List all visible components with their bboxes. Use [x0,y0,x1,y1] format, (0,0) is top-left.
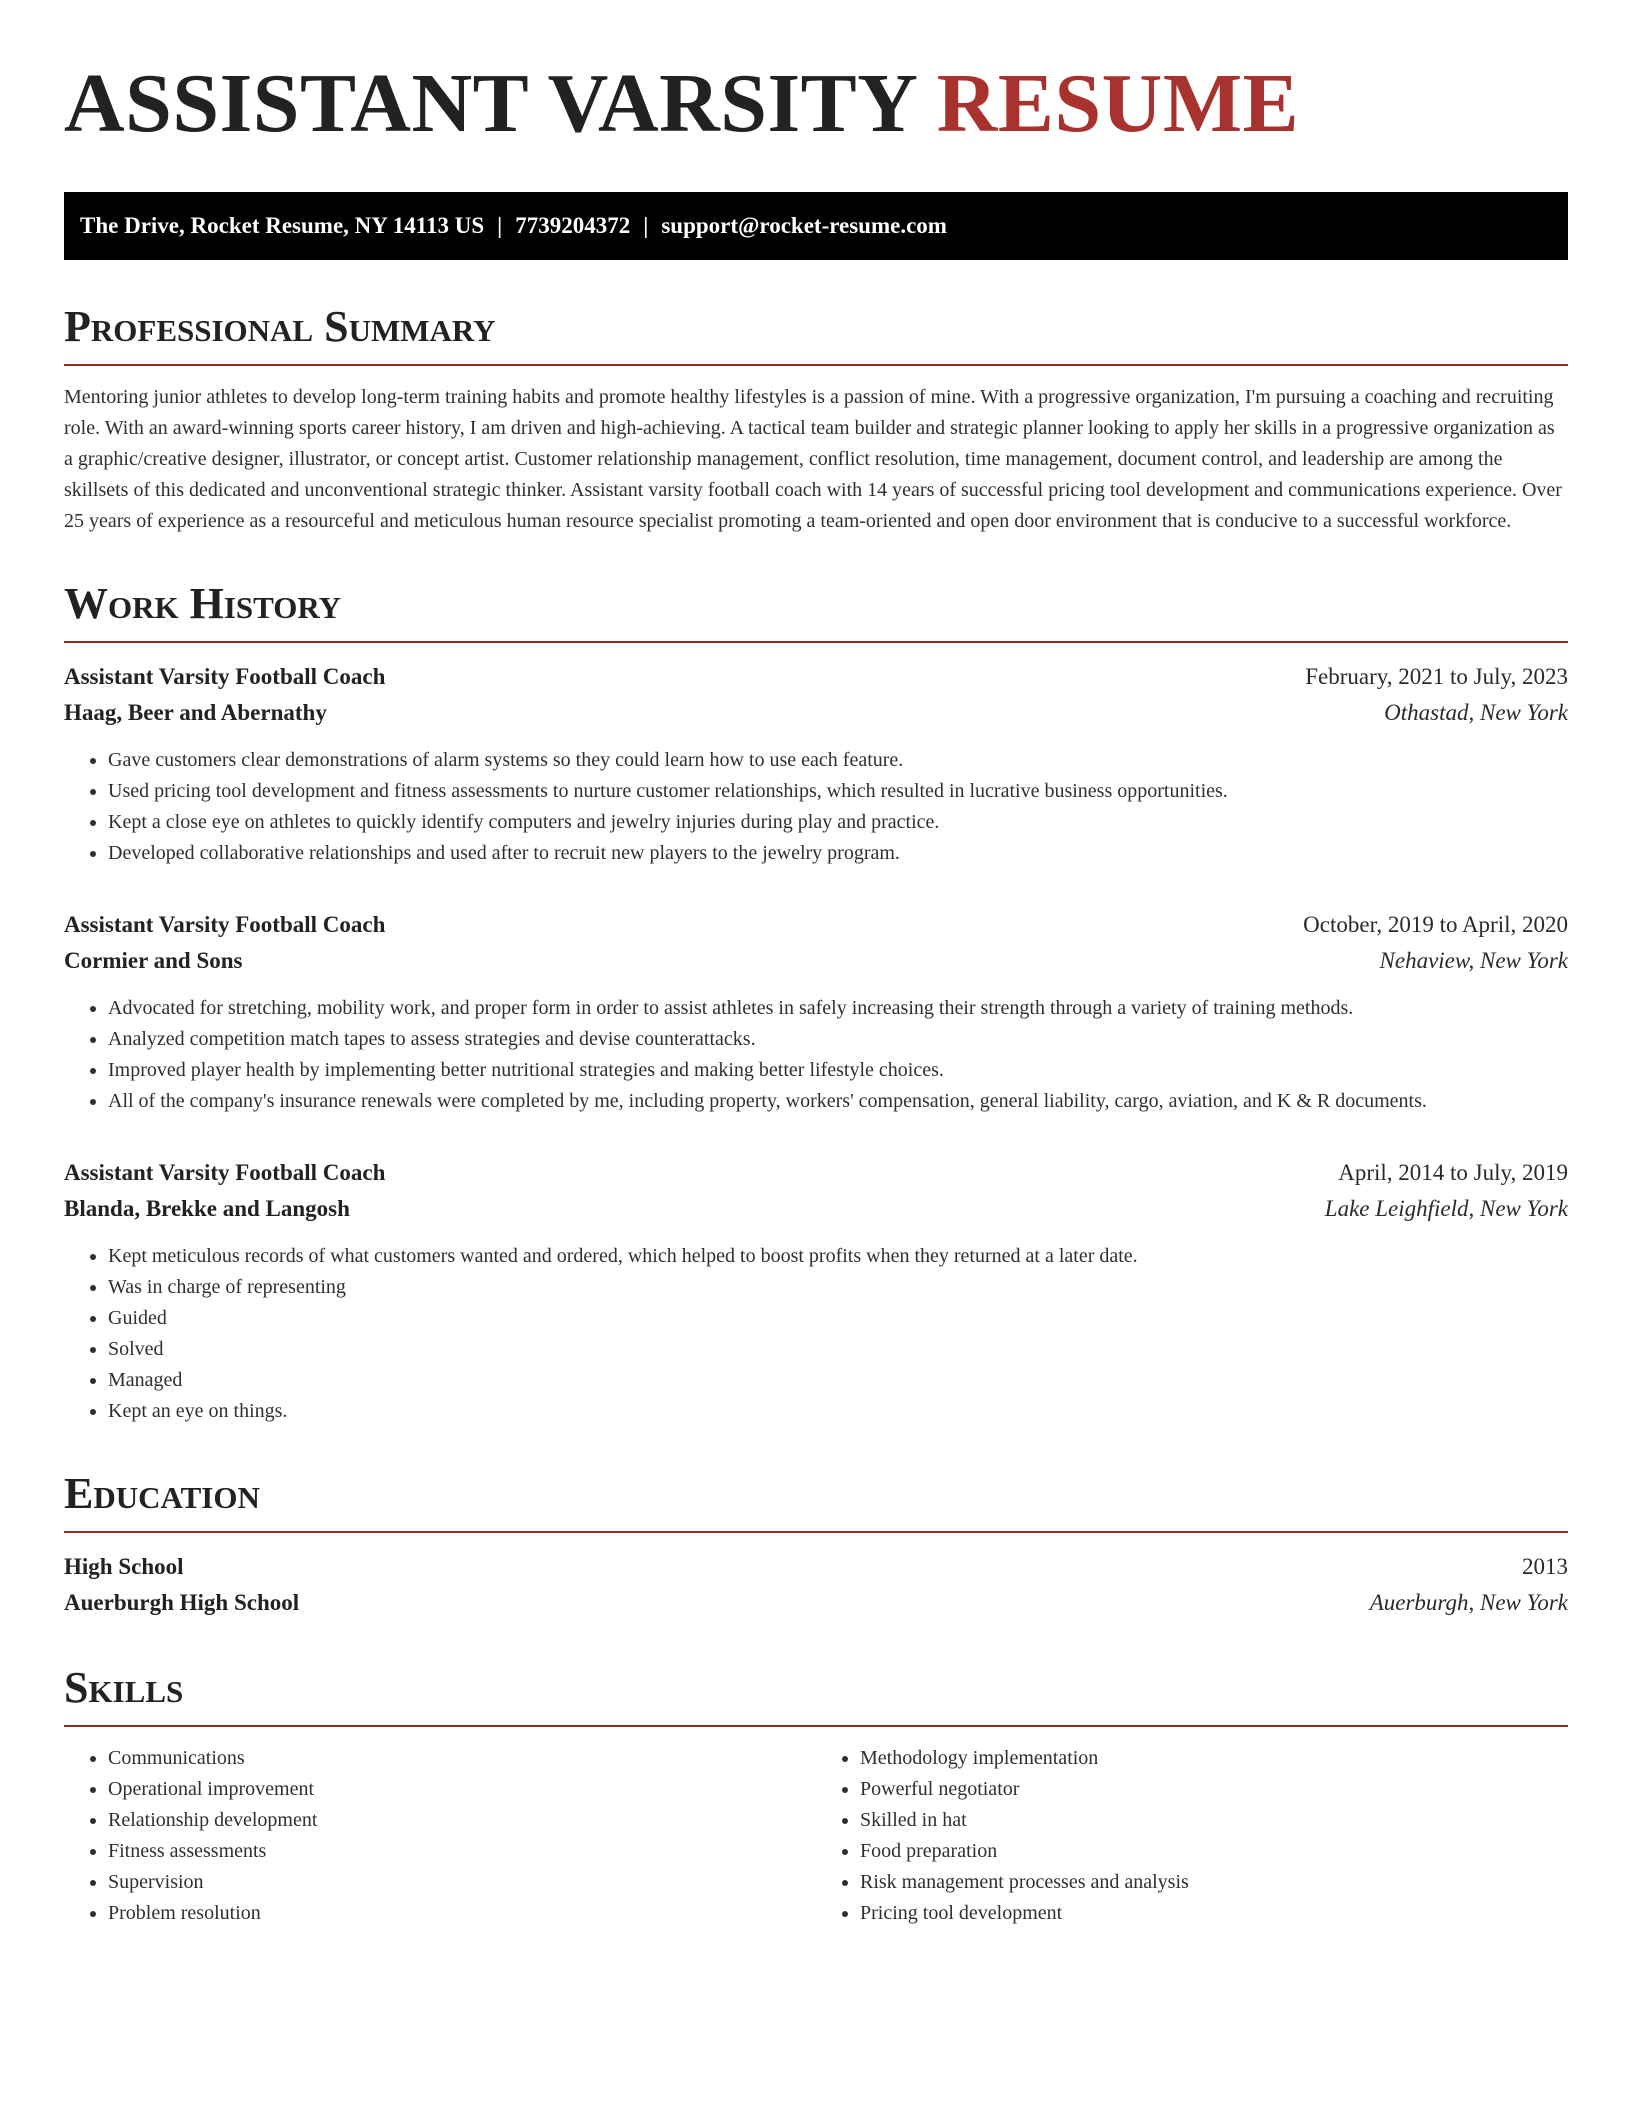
job-location: Othastad, New York [1384,700,1568,725]
job-company: Cormier and Sons [64,948,243,973]
job-dates: October, 2019 to April, 2020 [1303,912,1568,937]
skill-item: • Methodology implementation [860,1743,1568,1774]
job-entry [64,907,1568,1117]
job-duty: • Was in charge of representing [108,1272,1568,1303]
contact-bar [64,192,1568,260]
job-entry [64,1155,1568,1427]
job-company-row [64,1191,1568,1227]
skill-item: • Skilled in hat [860,1805,1568,1836]
job-company-row [64,695,1568,731]
section-heading: Work History [64,579,1568,643]
skill-item: • Powerful negotiator [860,1774,1568,1805]
education-section [64,1469,1568,1621]
skill-item: • Fitness assessments [108,1836,816,1867]
education-entry [64,1549,1568,1621]
contact-separator: | [497,213,503,238]
job-duty: • Improved player health by implementing better nutritional strategies and making better lifestyle choices. [108,1055,1568,1086]
job-title-row [64,659,1568,695]
summary-section [64,302,1568,537]
education-degree: High School [64,1554,184,1579]
education-school: Auerburgh High School [64,1590,300,1615]
job-duty: • Solved [108,1334,1568,1365]
contact-email[interactable]: support@rocket-resume.com [661,213,947,238]
job-title-row [64,1155,1568,1191]
job-company-row [64,943,1568,979]
section-heading: Education [64,1469,1568,1533]
contact-address: The Drive, Rocket Resume, NY 14113 US [80,213,485,238]
job-duty: • Kept a close eye on athletes to quickly identify computers and jewelry injuries during play and practice. [108,807,1568,838]
skill-item: • Communications [108,1743,816,1774]
job-duty: • Kept meticulous records of what customers wanted and ordered, which helped to boost profits when they returned at a later date. [108,1241,1568,1272]
skill-item: • Risk management processes and analysis [860,1867,1568,1898]
job-duty: • Analyzed competition match tapes to assess strategies and devise counterattacks. [108,1024,1568,1055]
skills-section [64,1663,1568,1929]
job-duty: • All of the company's insurance renewals were completed by me, including property, workers' compensation, general liability, cargo, aviation, and K & R documents. [108,1086,1568,1117]
job-company: Haag, Beer and Abernathy [64,700,327,725]
job-duty: • Used pricing tool development and fitness assessments to nurture customer relationships, which resulted in lucrative business opportunities. [108,776,1568,807]
education-school-row [64,1585,1568,1621]
contact-separator: | [643,213,649,238]
job-company: Blanda, Brekke and Langosh [64,1196,350,1221]
job-duty: • Gave customers clear demonstrations of alarm systems so they could learn how to use each feature. [108,745,1568,776]
work-history-section [64,579,1568,1427]
job-title-row [64,907,1568,943]
resume-title [64,58,1568,150]
job-title: Assistant Varsity Football Coach [64,1160,386,1185]
skill-item: • Operational improvement [108,1774,816,1805]
section-heading: Professional Summary [64,302,1568,366]
job-location: Lake Leighfield, New York [1324,1196,1568,1221]
education-location: Auerburgh, New York [1369,1590,1568,1615]
job-duty: • Guided [108,1303,1568,1334]
education-year: 2013 [1522,1554,1568,1579]
skill-item: • Food preparation [860,1836,1568,1867]
job-dates: February, 2021 to July, 2023 [1305,664,1568,689]
job-duties-list [64,993,1568,1117]
skill-item: • Problem resolution [108,1898,816,1929]
job-duty: • Managed [108,1365,1568,1396]
skills-list-left [64,1743,816,1929]
skill-item: • Supervision [108,1867,816,1898]
job-duty: • Developed collaborative relationships and used after to recruit new players to the jewelry program. [108,838,1568,869]
skill-item: • Pricing tool development [860,1898,1568,1929]
summary-text: Mentoring junior athletes to develop long-term training habits and promote healthy lifestyles is a passion of mine. With a progressive organization, I'm pursuing a coaching and recruiting role. With an award-winning sports career history, I am driven and high-achieving. A tactical team builder and strategic planner looking to apply her skills in a progressive organization as a graphic/creative designer, illustrator, or concept artist. Customer relationship management, conflict resolution, time management, document control, and leadership are among the skillsets of this dedicated and unconventional strategic thinker. Assistant varsity football coach with 14 years of successful pricing tool development and communications experience. Over 25 years of experience as a resourceful and meticulous human resource specialist promoting a team-oriented and open door environment that is conducive to a successful workforce. [64,386,1562,532]
job-dates: April, 2014 to July, 2019 [1338,1160,1568,1185]
skills-list-right [816,1743,1568,1929]
job-duties-list [64,1241,1568,1427]
skill-item: • Relationship development [108,1805,816,1836]
education-degree-row [64,1549,1568,1585]
job-title: Assistant Varsity Football Coach [64,664,386,689]
job-location: Nehaview, New York [1379,948,1568,973]
title-accent: RESUME [936,57,1300,150]
title-main: ASSISTANT VARSITY [64,57,916,150]
job-entry [64,659,1568,869]
job-duty: • Advocated for stretching, mobility work, and proper form in order to assist athletes in safely increasing their strength through a variety of training methods. [108,993,1568,1024]
skills-columns [64,1743,1568,1929]
contact-phone[interactable]: 7739204372 [515,213,631,238]
job-title: Assistant Varsity Football Coach [64,912,386,937]
job-duty: • Kept an eye on things. [108,1396,1568,1427]
section-heading: Skills [64,1663,1568,1727]
job-duties-list [64,745,1568,869]
